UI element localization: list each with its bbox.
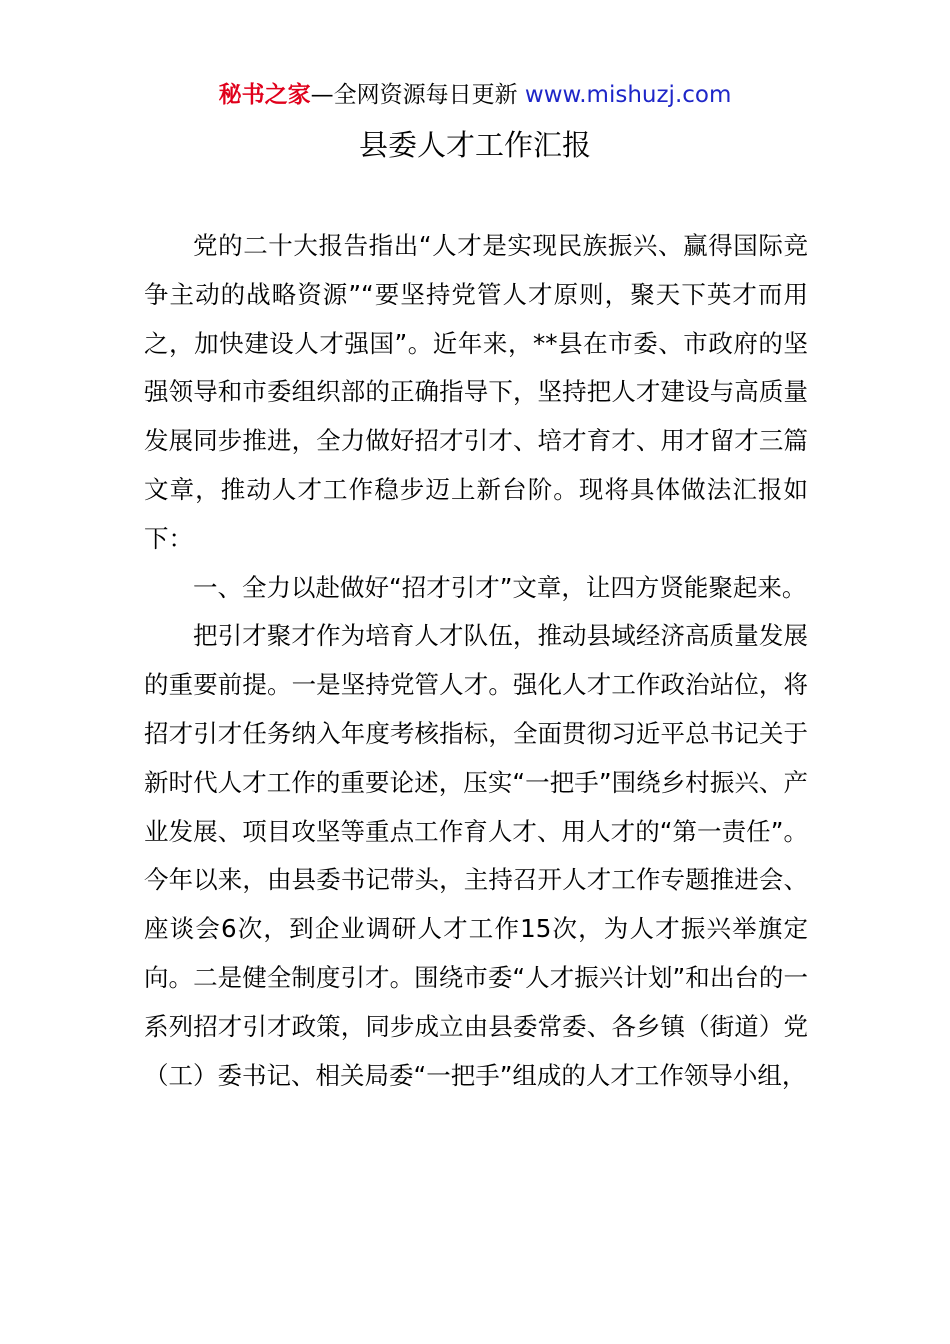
- site-brand: 秘书之家: [218, 82, 311, 108]
- paragraph-section-1: 把引才聚才作为培育人才队伍，推动县域经济高质量发展的重要前提。一是坚持党管人才。强化人才工作政治站位，将招才引才任务纳入年度考核指标，全面贯彻习近平总书记关于新时代人才工作的重要论述，压实“一把手”围绕乡村振兴、产业发展、项目攻坚等重点工作育人才、用人才的“第一责任”。今年以来，由县委书记带头，主持召开人才工作专题推进会、座谈会6次，到企业调研人才工作15次，为人才振兴举旗定向。二是健全制度引才。围绕市委“人才振兴计划”和出台的一系列招才引才政策，同步成立由县委常委、各乡镇（街道）党（工）委书记、相关局委“一把手”组成的人才工作领导小组，: [144, 621, 808, 1090]
- document-body: [144, 222, 808, 1100]
- document-title: 县委人才工作汇报: [358, 128, 591, 162]
- site-header: [0, 78, 950, 112]
- site-slogan: —全网资源每日更新: [310, 82, 525, 108]
- section-heading-1: 一、全力以赴做好“招才引才”文章，让四方贤能聚起来。: [193, 572, 807, 602]
- site-url-link[interactable]: www.mishuzj.com: [524, 82, 732, 108]
- paragraph-intro: 党的二十大报告指出“人才是实现民族振兴、赢得国际竞争主动的战略资源”“要坚持党管人才原则，聚天下英才而用之，加快建设人才强国”。近年来，**县在市委、市政府的坚强领导和市委组织部的正确指导下，坚持把人才建设与高质量发展同步推进，全力做好招才引才、培才育才、用才留才三篇文章，推动人才工作稳步迈上新台阶。现将具体做法汇报如下：: [144, 231, 808, 553]
